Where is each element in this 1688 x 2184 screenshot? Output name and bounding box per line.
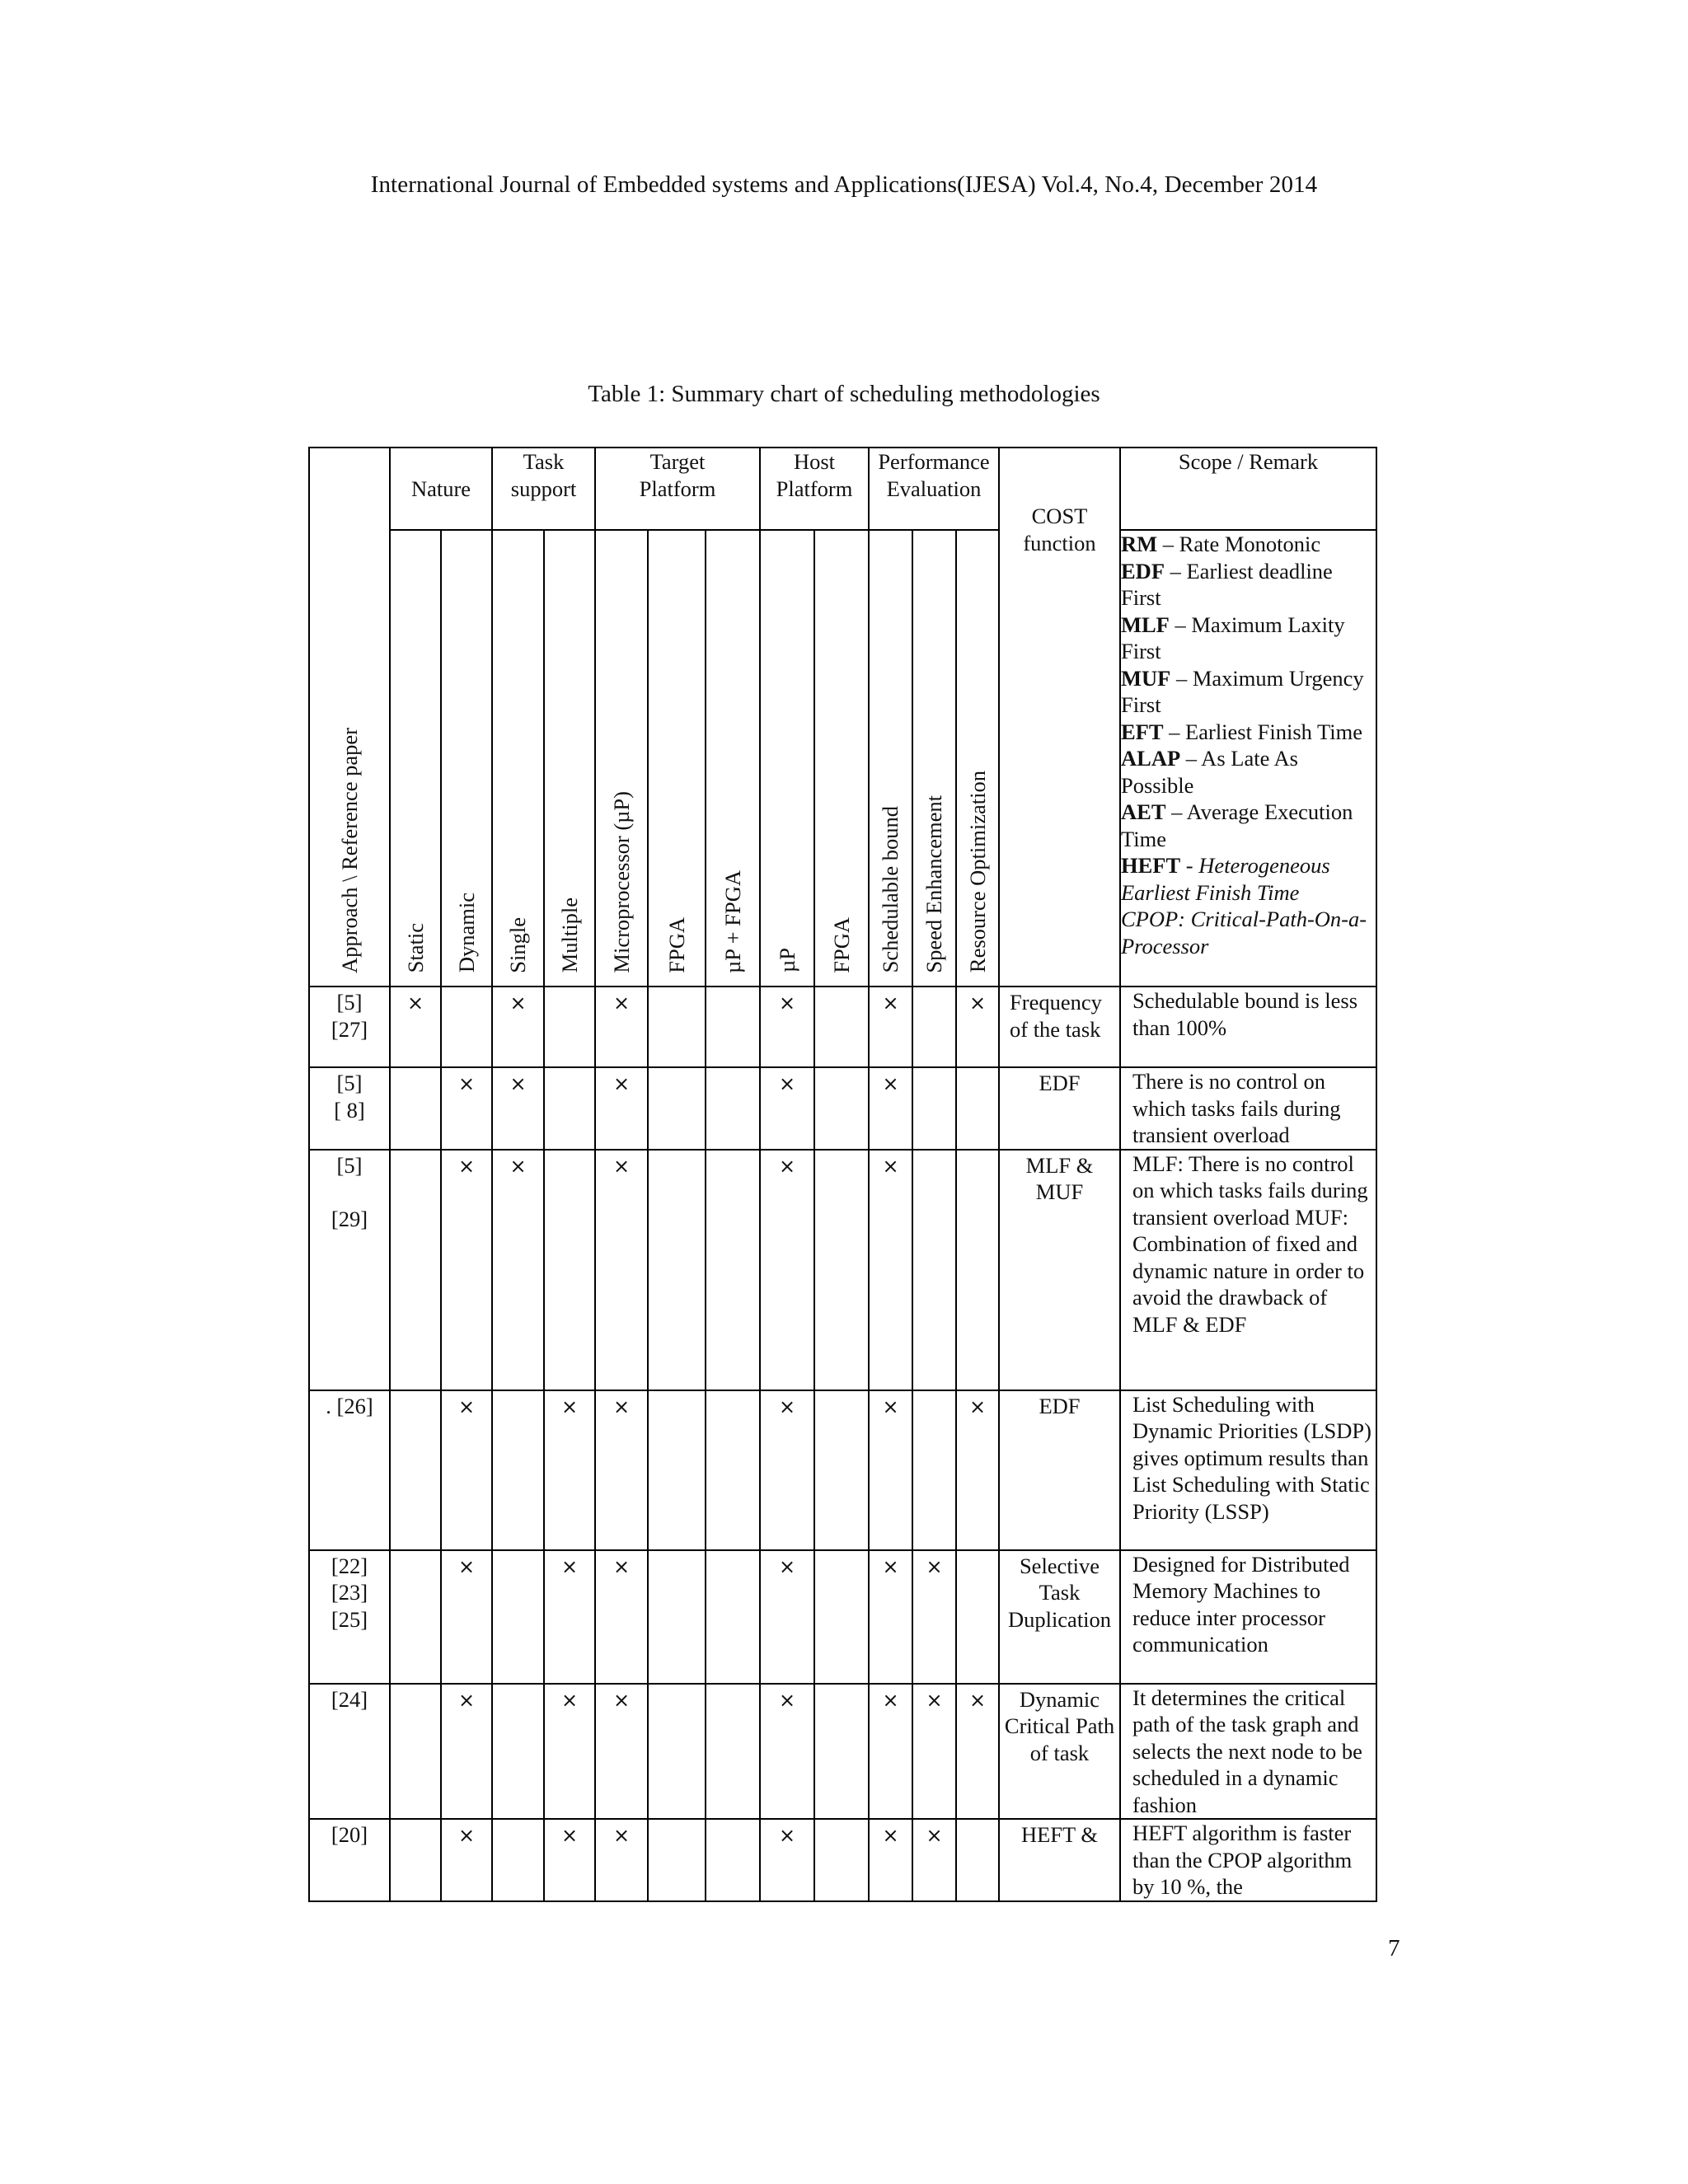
cross-mark-icon: ×: [560, 1394, 579, 1418]
remark-cell: Schedulable bound is less than 100%: [1120, 987, 1376, 1067]
mark-cell: [648, 1819, 706, 1901]
mark-cell: [706, 1550, 760, 1684]
remark-cell: HEFT algorithm is faster than the CPOP algorithm by 10 %, the: [1120, 1819, 1376, 1901]
cross-mark-icon: ×: [926, 1824, 943, 1847]
mark-cell: [648, 1150, 706, 1390]
mark-cell: [760, 1819, 814, 1901]
remark-cell: Designed for Distributed Memory Machines to reduce inter processor communication: [1120, 1550, 1376, 1684]
mark-cell: [814, 987, 869, 1067]
reference-label: [24]: [331, 1686, 368, 1712]
scope-remark-header: Scope / Remark: [1120, 448, 1376, 530]
mark-cell: [869, 1390, 912, 1550]
mark-cell: [492, 1684, 544, 1820]
reference-label: [5]: [336, 1071, 363, 1095]
cross-mark-icon: ×: [612, 1824, 631, 1847]
mark-cell: [595, 1819, 648, 1901]
cross-mark-icon: ×: [560, 1688, 579, 1712]
reference-label: [310, 1179, 389, 1206]
cross-mark-icon: ×: [612, 1394, 631, 1418]
mark-cell: [544, 1819, 595, 1901]
table-row: [309, 1150, 1376, 1390]
mark-cell: [441, 1390, 492, 1550]
cost-function-cell: Frequency of the task: [999, 987, 1120, 1067]
cross-mark-icon: ×: [882, 1824, 899, 1847]
legend-description: CPOP: Critical-Path-On-a- Processor: [1121, 907, 1367, 958]
subcol-resource-optimization: Resource Optimization: [964, 771, 990, 973]
remark-cell: There is no control on which tasks fails during transient overload: [1120, 1067, 1376, 1150]
legend-entry: [1121, 612, 1376, 665]
table-row: [309, 1684, 1376, 1820]
legend-abbreviation: HEFT: [1121, 853, 1181, 878]
mark-cell: [869, 987, 912, 1067]
reference-cell: [309, 1067, 390, 1150]
cross-mark-icon: ×: [968, 1688, 987, 1712]
mark-cell: [441, 1150, 492, 1390]
legend-abbreviation: RM: [1121, 532, 1158, 556]
mark-cell: [869, 1819, 912, 1901]
reference-cell: [309, 1390, 390, 1550]
reference-label: [5]: [336, 990, 363, 1015]
subcol-static: Static: [402, 923, 428, 973]
cross-mark-icon: ×: [926, 1554, 943, 1578]
mark-cell: [869, 1150, 912, 1390]
mark-cell: [912, 1150, 956, 1390]
mark-cell: [441, 1684, 492, 1820]
mark-cell: [544, 1150, 595, 1390]
mark-cell: [814, 1684, 869, 1820]
reference-label: [5]: [336, 1152, 363, 1178]
host-platform-group-header: Host Platform: [760, 448, 869, 530]
cross-mark-icon: ×: [612, 1072, 631, 1095]
subcol-target-fpga: FPGA: [663, 916, 689, 973]
mark-cell: [544, 1550, 595, 1684]
mark-cell: [814, 1150, 869, 1390]
table-row: [309, 1390, 1376, 1550]
subcol-host-fpga: FPGA: [828, 916, 854, 973]
reference-label: . [26]: [326, 1393, 373, 1418]
cost-function-cell: EDF: [999, 1390, 1120, 1550]
mark-cell: [760, 1684, 814, 1820]
reference-cell: [309, 987, 390, 1067]
mark-cell: [390, 1150, 441, 1390]
mark-cell: [492, 1550, 544, 1684]
mark-cell: [390, 1390, 441, 1550]
cost-function-header-continued: [999, 530, 1120, 987]
mark-cell: [956, 1390, 999, 1550]
reference-label: [ 8]: [334, 1097, 365, 1122]
cross-mark-icon: ×: [882, 1154, 899, 1178]
legend-abbreviation: MUF: [1121, 665, 1171, 691]
legend-description: – Rate Monotonic: [1157, 532, 1321, 556]
cross-mark-icon: ×: [778, 1688, 796, 1712]
cross-mark-icon: ×: [509, 1154, 527, 1178]
reference-label: [27]: [331, 1016, 368, 1042]
abbreviation-legend: [1120, 530, 1376, 987]
cost-function-cell: Dynamic Critical Path of task: [999, 1684, 1120, 1820]
mark-cell: [390, 1684, 441, 1820]
table-row: [309, 1067, 1376, 1150]
reference-label: [29]: [331, 1206, 368, 1231]
cost-function-cell: MLF & MUF: [999, 1150, 1120, 1390]
reference-label: [23]: [331, 1580, 368, 1605]
cross-mark-icon: ×: [778, 991, 796, 1015]
cross-mark-icon: ×: [612, 991, 631, 1015]
mark-cell: [760, 1150, 814, 1390]
mark-cell: [706, 987, 760, 1067]
reference-header-label: Approach \ Reference paper: [336, 727, 362, 973]
mark-cell: [492, 987, 544, 1067]
cross-mark-icon: ×: [778, 1394, 796, 1418]
mark-cell: [648, 1067, 706, 1150]
legend-abbreviation: AET: [1121, 799, 1166, 824]
cross-mark-icon: ×: [882, 991, 899, 1015]
mark-cell: [956, 1684, 999, 1820]
mark-cell: [956, 1150, 999, 1390]
legend-description: – Average Execution Time: [1121, 799, 1353, 851]
mark-cell: [595, 1150, 648, 1390]
mark-cell: [706, 1067, 760, 1150]
legend-entry: [1121, 719, 1376, 746]
target-platform-group-header: Target Platform: [595, 448, 760, 530]
mark-cell: [492, 1150, 544, 1390]
legend-description: – Earliest deadline First: [1121, 558, 1333, 610]
mark-cell: [441, 1550, 492, 1684]
mark-cell: [814, 1550, 869, 1684]
reference-cell: [309, 1684, 390, 1820]
cross-mark-icon: ×: [882, 1394, 899, 1418]
subcol-schedulable-bound: Schedulable bound: [878, 806, 903, 973]
mark-cell: [912, 1390, 956, 1550]
mark-cell: [706, 1684, 760, 1820]
mark-cell: [814, 1390, 869, 1550]
mark-cell: [869, 1067, 912, 1150]
mark-cell: [390, 987, 441, 1067]
reference-column-header: [309, 448, 390, 987]
cost-function-cell: EDF: [999, 1067, 1120, 1150]
remark-cell: List Scheduling with Dynamic Priorities (LSDP) gives optimum results than List Scheduling with Static Priority (LSSP): [1120, 1390, 1376, 1550]
mark-cell: [760, 987, 814, 1067]
mark-cell: [595, 1550, 648, 1684]
legend-abbreviation: MLF: [1121, 612, 1170, 637]
mark-cell: [912, 1550, 956, 1684]
cross-mark-icon: ×: [778, 1154, 796, 1178]
mark-cell: [869, 1550, 912, 1684]
cross-mark-icon: ×: [926, 1688, 943, 1712]
subcol-microprocessor: Microprocessor (µP): [608, 790, 634, 973]
mark-cell: [390, 1067, 441, 1150]
cross-mark-icon: ×: [509, 1072, 527, 1095]
mark-cell: [544, 1390, 595, 1550]
cross-mark-icon: ×: [882, 1072, 899, 1095]
cross-mark-icon: ×: [882, 1688, 899, 1712]
mark-cell: [544, 1684, 595, 1820]
legend-description: – As Late As Possible: [1121, 746, 1298, 798]
mark-cell: [595, 1067, 648, 1150]
mark-cell: [956, 987, 999, 1067]
mark-cell: [706, 1150, 760, 1390]
legend-description: – Maximum Urgency First: [1121, 665, 1364, 717]
cost-function-header: COST function: [999, 448, 1120, 530]
table-row: [309, 1550, 1376, 1684]
legend-abbreviation: ALAP: [1121, 746, 1181, 771]
mark-cell: [706, 1390, 760, 1550]
mark-cell: [595, 1684, 648, 1820]
table-row: [309, 1819, 1376, 1901]
legend-entry: [1121, 852, 1376, 906]
mark-cell: [760, 1067, 814, 1150]
cross-mark-icon: ×: [612, 1154, 631, 1178]
legend-description: - Heterogeneous Earliest Finish Time: [1121, 853, 1330, 905]
subcol-dynamic: Dynamic: [453, 893, 479, 973]
mark-cell: [760, 1550, 814, 1684]
cross-mark-icon: ×: [778, 1824, 796, 1847]
mark-cell: [595, 1390, 648, 1550]
mark-cell: [544, 1067, 595, 1150]
reference-label: [22]: [331, 1553, 368, 1578]
mark-cell: [956, 1819, 999, 1901]
legend-entry: [1121, 665, 1376, 719]
mark-cell: [648, 1390, 706, 1550]
mark-cell: [956, 1550, 999, 1684]
summary-table: [308, 447, 1377, 1902]
nature-group-header: Nature: [390, 448, 492, 530]
mark-cell: [390, 1819, 441, 1901]
mark-cell: [869, 1684, 912, 1820]
cross-mark-icon: ×: [560, 1554, 579, 1578]
reference-cell: [309, 1150, 390, 1390]
cross-mark-icon: ×: [778, 1554, 796, 1578]
legend-entry: [1121, 799, 1376, 852]
legend-abbreviation: EFT: [1121, 719, 1164, 744]
cross-mark-icon: ×: [457, 1394, 476, 1418]
task-support-group-header: Task support: [492, 448, 595, 530]
performance-evaluation-group-header: Performance Evaluation: [869, 448, 999, 530]
mark-cell: [648, 987, 706, 1067]
subcol-single: Single: [505, 916, 531, 973]
cross-mark-icon: ×: [457, 1824, 476, 1847]
subcol-speed-enhancement: Speed Enhancement: [921, 794, 947, 973]
mark-cell: [956, 1067, 999, 1150]
legend-abbreviation: EDF: [1121, 558, 1165, 583]
cross-mark-icon: ×: [882, 1554, 899, 1578]
page-number: 7: [1388, 1935, 1400, 1961]
legend-entry: [1121, 745, 1376, 799]
mark-cell: [648, 1550, 706, 1684]
mark-cell: [814, 1067, 869, 1150]
cross-mark-icon: ×: [457, 1154, 476, 1178]
mark-cell: [441, 987, 492, 1067]
legend-description: – Maximum Laxity First: [1121, 612, 1345, 663]
subheader-row: [309, 530, 1376, 987]
subcol-multiple: Multiple: [556, 898, 582, 973]
mark-cell: [441, 1067, 492, 1150]
cost-function-cell: HEFT &: [999, 1819, 1120, 1901]
subcol-host-up: µP: [774, 948, 799, 973]
cost-function-cell: Selective Task Duplication: [999, 1550, 1120, 1684]
cross-mark-icon: ×: [457, 1554, 476, 1578]
legend-entry: [1121, 906, 1376, 959]
mark-cell: [595, 987, 648, 1067]
mark-cell: [912, 987, 956, 1067]
subcol-up-plus-fpga: µP + FPGA: [720, 869, 745, 973]
mark-cell: [814, 1819, 869, 1901]
mark-cell: [441, 1819, 492, 1901]
cross-mark-icon: ×: [406, 991, 424, 1015]
reference-cell: [309, 1819, 390, 1901]
cross-mark-icon: ×: [612, 1688, 631, 1712]
legend-entry: [1121, 558, 1376, 612]
mark-cell: [492, 1819, 544, 1901]
legend-entry: [1121, 531, 1376, 558]
table-row: [309, 987, 1376, 1067]
cross-mark-icon: ×: [457, 1072, 476, 1095]
reference-cell: [309, 1550, 390, 1684]
cross-mark-icon: ×: [457, 1688, 476, 1712]
cross-mark-icon: ×: [778, 1072, 796, 1095]
mark-cell: [706, 1819, 760, 1901]
cross-mark-icon: ×: [612, 1554, 631, 1578]
cross-mark-icon: ×: [560, 1824, 579, 1847]
mark-cell: [390, 1550, 441, 1684]
mark-cell: [648, 1684, 706, 1820]
cross-mark-icon: ×: [509, 991, 527, 1015]
legend-description: – Earliest Finish Time: [1163, 719, 1363, 744]
mark-cell: [760, 1390, 814, 1550]
cross-mark-icon: ×: [968, 1394, 987, 1418]
mark-cell: [492, 1390, 544, 1550]
mark-cell: [912, 1067, 956, 1150]
remark-cell: MLF: There is no control on which tasks fails during transient overload MUF: Combination of fixed and dynamic nature in order to avoid the drawback of MLF & EDF: [1120, 1150, 1376, 1390]
table-caption: Table 1: Summary chart of scheduling methodologies: [588, 381, 1100, 407]
reference-label: [25]: [331, 1606, 368, 1632]
running-header: International Journal of Embedded systems and Applications(IJESA) Vol.4, No.4, December 2014: [370, 171, 1318, 198]
mark-cell: [492, 1067, 544, 1150]
mark-cell: [912, 1819, 956, 1901]
cross-mark-icon: ×: [968, 991, 987, 1015]
reference-label: [20]: [331, 1822, 368, 1847]
remark-cell: It determines the critical path of the task graph and selects the next node to be scheduled in a dynamic fashion: [1120, 1684, 1376, 1820]
mark-cell: [544, 987, 595, 1067]
mark-cell: [912, 1684, 956, 1820]
